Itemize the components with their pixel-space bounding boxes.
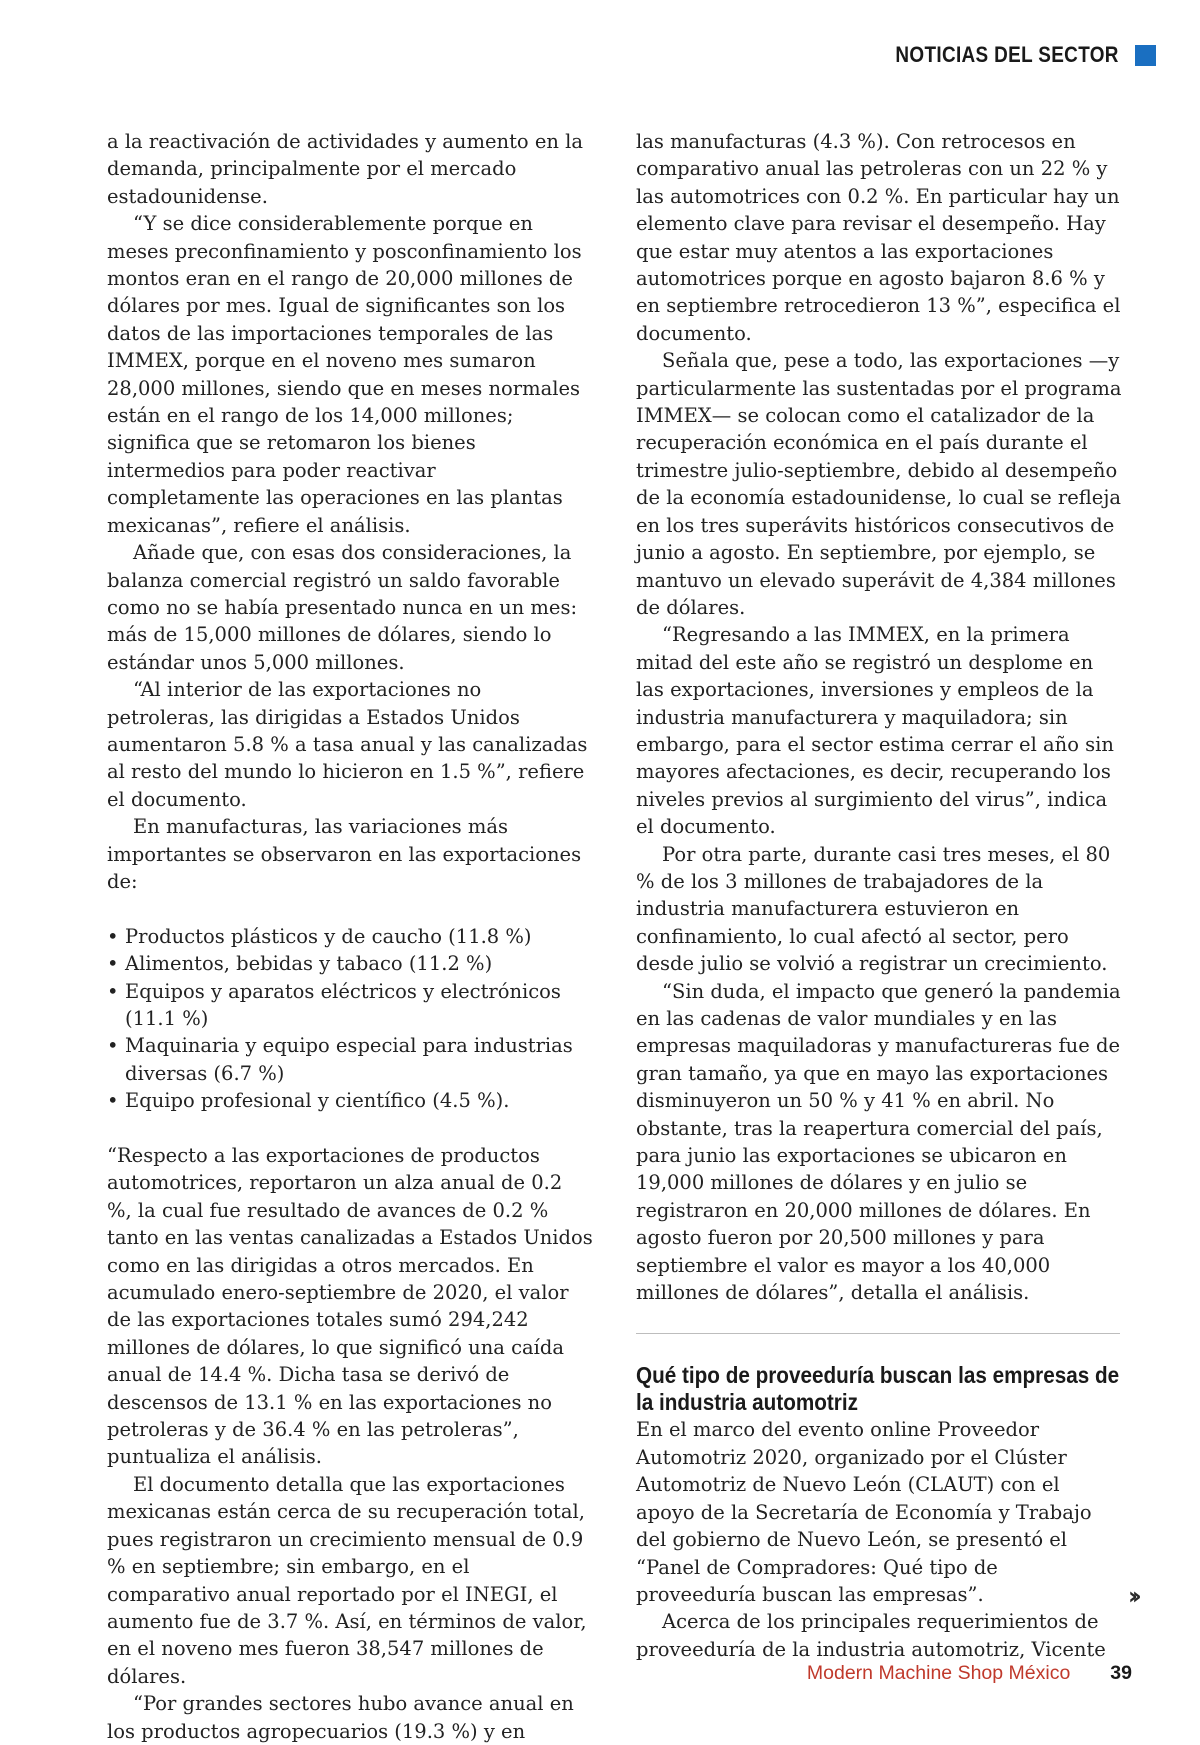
list-item: • Equipo profesional y científico (4.5 %). bbox=[107, 1087, 593, 1114]
right-column bbox=[636, 128, 1122, 1663]
paragraph: En manufacturas, las variaciones más importantes se observaron en las exportaciones de: bbox=[107, 815, 582, 893]
paragraph: En el marco del evento online Proveedor Automotriz 2020, organizado por el Clúster Automotriz de Nuevo León (CLAUT) con el apoyo de la Secretaría de Economía y Trabajo del gobierno de Nuevo León, se presentó el “Panel de Compradores: Qué tipo de proveeduría buscan las empresas”. bbox=[636, 1418, 1092, 1606]
page-header bbox=[859, 42, 1156, 68]
page-footer bbox=[807, 1662, 1132, 1685]
article-subheading: Qué tipo de proveeduría buscan las empresas de la industria automotriz bbox=[636, 1362, 1120, 1416]
paragraph: “Respecto a las exportaciones de productos automotrices, reportaron un alza anual de 0.2 %, la cual fue resultado de avances de 0.2 % tanto en las ventas canalizadas a Estados Unidos como en las dirigidas a otros mercados. En acumulado enero-septiembre de 2020, el valor de las exportaciones totales sumó 294,242 millones de dólares, lo que significó una caída anual de 14.4 %. Dicha tasa se derivó de descensos de 13.1 % en las exportaciones no petroleras y de 36.4 % en las petroleras”, puntualiza el análisis. bbox=[107, 1144, 593, 1469]
list-item: • Equipos y aparatos eléctricos y electrónicos (11.1 %) bbox=[107, 978, 593, 1033]
publication-name: Modern Machine Shop México bbox=[806, 1662, 1071, 1684]
paragraph: “Y se dice considerablemente porque en meses preconfinamiento y posconfinamiento los montos eran en el rango de 20,000 millones de dólares por mes. Igual de significantes son los datos de las importaciones temporales de las IMMEX, porque en el noveno mes sumaron 28,000 millones, siendo que en meses normales están en el rango de los 14,000 millones; significa que se retomaron los bienes intermedios para poder reactivar completamente las operaciones en las plantas mexicanas”, refiere el análisis. bbox=[107, 212, 582, 537]
paragraph: las manufacturas (4.3 %). Con retrocesos en comparativo anual las petroleras con un 22 % y las automotrices con 0.2 %. En particular hay un elemento clave para revisar el desempeño. Hay que estar muy atentos a las exportaciones automotrices porque en agosto bajaron 8.6 % y en septiembre retrocedieron 13 %”, especifica el documento. bbox=[636, 130, 1121, 345]
section-color-square-icon bbox=[1135, 45, 1156, 66]
list-item: • Maquinaria y equipo especial para industrias diversas (6.7 %) bbox=[107, 1032, 593, 1087]
list-item: • Productos plásticos y de caucho (11.8 %) bbox=[107, 923, 593, 950]
paragraph: El documento detalla que las exportaciones mexicanas están cerca de su recuperación total, pues registraron un crecimiento mensual de 0.9 % en septiembre; sin embargo, en el comparativo anual reportado por el INEGI, el aumento fue de 3.7 %. Así, en términos de valor, en el noveno mes fueron 38,547 millones de dólares. bbox=[107, 1472, 587, 1688]
paragraph: “Regresando a las IMMEX, en la primera mitad del este año se registró un desplome en las exportaciones, inversiones y empleos de la industria manufacturera y maquiladora; sin embargo, para el sector estima cerrar el año sin mayores afectaciones, es decir, recuperando los niveles previos al surgimiento del virus”, indica el documento. bbox=[636, 623, 1114, 839]
left-column bbox=[107, 128, 593, 1745]
paragraph: a la reactivación de actividades y aumento en la demanda, principalmente por el mercado estadounidense. bbox=[107, 130, 584, 208]
page-number: 39 bbox=[1110, 1662, 1132, 1684]
paragraph: Señala que, pese a todo, las exportaciones —y particularmente las sustentadas por el programa IMMEX— se colocan como el catalizador de la recuperación económica en el país durante el trimestre julio-septiembre, debido al desempeño de la economía estadounidense, lo cual se refleja en los tres superávits históricos consecutivos de junio a agosto. En septiembre, por ejemplo, se mantuvo un elevado superávit de 4,384 millones de dólares. bbox=[636, 349, 1122, 619]
double-chevron-right-icon: ›› bbox=[1128, 1582, 1136, 1610]
section-divider bbox=[636, 1333, 1120, 1334]
paragraph: “Sin duda, el impacto que generó la pandemia en las cadenas de valor mundiales y en las empresas maquiladoras y manufactureras fue de gran tamaño, ya que en mayo las exportaciones disminuyeron un 50 % y 41 % en abril. No obstante, tras la reapertura comercial del país, para junio las exportaciones se ubicaron en 19,000 millones de dólares y en julio se registraron en 20,000 millones de dólares. En agosto fueron por 20,500 millones y para septiembre el valor es mayor a los 40,000 millones de dólares”, detalla el análisis. bbox=[636, 979, 1121, 1305]
list-item: • Alimentos, bebidas y tabaco (11.2 %) bbox=[107, 950, 593, 977]
paragraph: Por otra parte, durante casi tres meses, el 80 % de los 3 millones de trabajadores de la industria manufacturera estuvieron en confinamiento, lo cual afectó al sector, pero desde julio se volvió a registrar un crecimiento. bbox=[636, 842, 1111, 976]
paragraph: Acerca de los principales requerimientos de proveeduría de la industria automotriz, Vicente bbox=[636, 1610, 1106, 1661]
paragraph: Añade que, con esas dos consideraciones, la balanza comercial registró un saldo favorable como no se había presentado nunca en un mes: más de 15,000 millones de dólares, siendo lo estándar unos 5,000 millones. bbox=[107, 541, 578, 674]
paragraph: “Por grandes sectores hubo avance anual en los productos agropecuarios (19.3 %) y en bbox=[107, 1692, 574, 1743]
bullet-list bbox=[107, 923, 593, 1115]
section-title: NOTICIAS DEL SECTOR bbox=[895, 42, 1119, 67]
paragraph: “Al interior de las exportaciones no petroleras, las dirigidas a Estados Unidos aumentaron 5.8 % a tasa anual y las canalizadas al resto del mundo lo hicieron en 1.5 %”, refiere el documento. bbox=[107, 678, 588, 811]
